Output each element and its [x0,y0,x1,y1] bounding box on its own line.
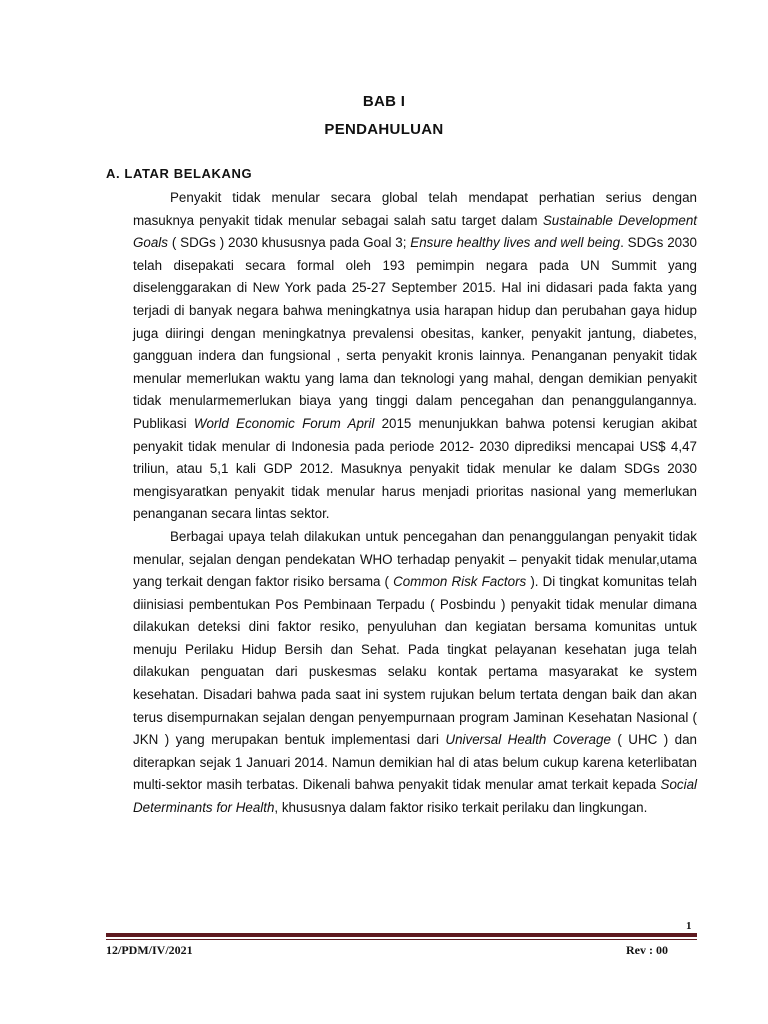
text-run: Penyakit tidak menular secara global telah mendapat perhatian serius dengan masuknya penyakit tidak menular sebagai salah satu target dalam [133,190,697,228]
section-heading: A. LATAR BELAKANG [106,166,253,181]
text-run: ). Di tingkat komunitas telah diinisiasi pembentukan Pos Pembinaan Terpadu ( Posbindu ) penyakit tidak menular dimana dilakukan deteksi dini faktor resiko, penyuluhan dan kegiatan bersama komunitas untuk menuju Perilaku Hidup Bersih dan Sehat. Pada tingkat pelayanan kesehatan juga telah dilakukan penguatan dari puskesmas selaku kontak pertama masyarakat ke system kesehatan. Disadari bahwa pada saat ini system rujukan belum tertata dengan baik dan akan terus disempurnakan sejalan dengan penyempurnaan program Jaminan Kesehatan Nasional ( JKN ) yang merupakan bentuk implementasi dari [133,574,697,748]
page-number: 1 [686,920,692,932]
italic-term: Common Risk Factors [393,574,527,590]
chapter-title: PENDAHULUAN [324,121,444,138]
footer-rule-thin [106,939,697,940]
text-run: 2015 menunjukkan bahwa potensi kerugian akibat penyakit tidak menular di Indonesia pada periode 2012- 2030 diprediksi mencapai US$ 4,47 triliun, atau 5,1 kali GDP 2012. Masuknya penyakit tidak menular ke dalam SDGs 2030 mengisyaratkan penyakit tidak menular harus menjadi prioritas nasional yang memerlukan penanganan secara lintas sektor. [133,415,697,522]
body-text [133,187,697,820]
document-code: 12/PDM/IV/2021 [106,943,193,957]
revision-label: Rev : 00 [626,943,668,957]
text-run: ( SDGs ) 2030 khususnya pada Goal 3; [167,235,411,251]
italic-term: Universal Health Coverage [445,732,611,748]
italic-term: Ensure healthy lives and well being [410,235,621,251]
text-run: . SDGs 2030 telah disepakati secara formal oleh 193 pemimpin negara pada UN Summit yang diselenggarakan di New York pada 25-27 September 2015. Hal ini didasari pada fakta yang terjadi di banyak negara bahwa meningkatnya usia harapan hidup dan perubahan gaya hidup juga diiringi dengan meningkatnya prevalensi obesitas, kanker, penyakit jantung, diabetes, gangguan indera dan fungsional , serta penyakit kronis lainnya. Penanganan penyakit tidak menular memerlukan waktu yang lama dan teknologi yang mahal, dengan demikian penyakit tidak menularmemerlukan biaya yang tinggi dalam pencegahan dan penanggulangannya. Publikasi [133,235,697,431]
text-run: ( UHC ) dan diterapkan sejak 1 Januari 2014. Namun demikian hal di atas belum cukup karena keterlibatan multi-sektor masih terbatas. Dikenali bahwa penyakit tidak menular amat terkait kepada [133,732,698,793]
text-run: Berbagai upaya telah dilakukan untuk pencegahan dan penanggulangan penyakit tidak menular, sejalan dengan pendekatan WHO terhadap penyakit – penyakit tidak menular,utama yang terkait dengan faktor risiko bersama ( [133,528,697,590]
italic-term: Social Determinants for Health [133,777,697,816]
chapter-number: BAB I [362,93,406,110]
text-run: , khususnya dalam faktor risiko terkait perilaku dan lingkungan. [274,800,648,816]
italic-term: Sustainable Development Goals [133,212,697,251]
footer-rule-thick [106,933,697,937]
paragraph-2 [133,526,697,820]
paragraph-1 [133,187,697,526]
italic-term: World Economic Forum April [193,415,375,431]
